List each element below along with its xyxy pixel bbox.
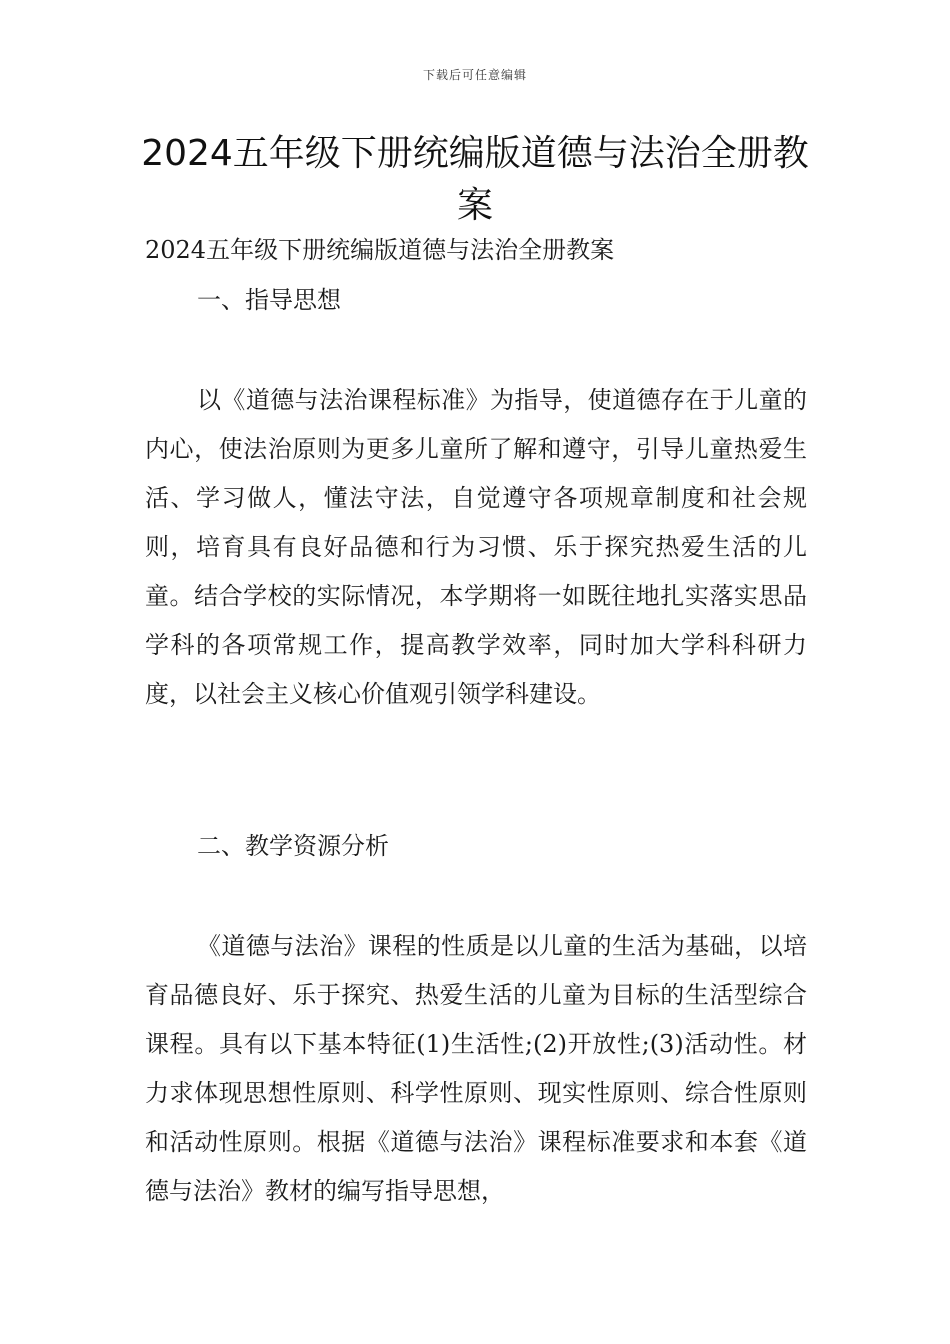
section-paragraph-guiding-thought: 以《道德与法治课程标准》为指导，使道德存在于儿童的内心，使法治原则为更多儿童所了解和遵守，引导儿童热爱生活、学习做人，懂法守法，自觉遵守各项规章制度和社会规则，培育具有良好品德和行为习惯、乐于探究热爱生活的儿童。结合学校的实际情况，本学期将一如既往地扎实落实思品学科的各项常规工作，提高教学效率，同时加大学科科研力度，以社会主义核心价值观引领学科建设。 bbox=[145, 386, 807, 708]
page-header-note: 下载后可任意编辑 bbox=[422, 68, 527, 82]
document-title: 2024五年级下册统编版道德与法治全册教案 bbox=[141, 133, 809, 226]
section-heading-guiding-thought: 一、指导思想 bbox=[197, 286, 341, 314]
section-paragraph-resource-analysis: 《道德与法治》课程的性质是以儿童的生活为基础，以培育品德良好、乐于探究、热爱生活的儿童为目标的生活型综合课程。具有以下基本特征(1)生活性;(2)开放性;(3)活动性。材力求体现思想性原则、科学性原则、现实性原则、综合性原则和活动性原则。根据《道德与法治》课程标准要求和本套《道德与法治》教材的编写指导思想， bbox=[145, 932, 807, 1205]
document-subtitle: 2024五年级下册统编版道德与法治全册教案 bbox=[145, 236, 615, 264]
section-heading-resource-analysis: 二、教学资源分析 bbox=[197, 832, 389, 860]
